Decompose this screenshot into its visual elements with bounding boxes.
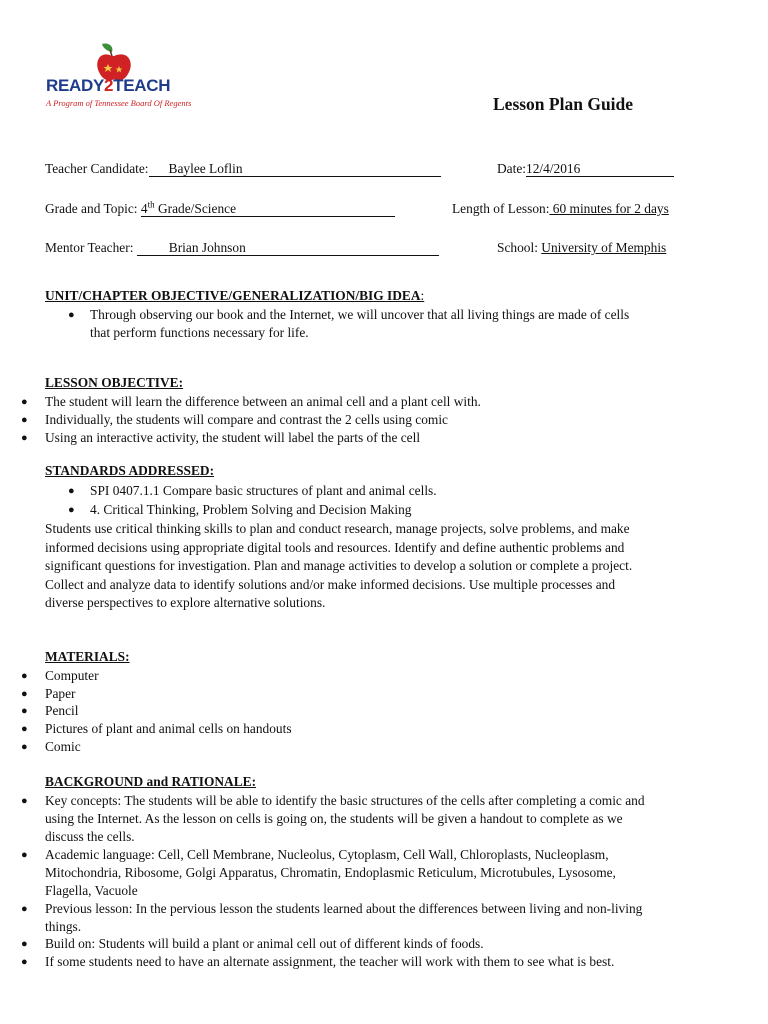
page-title: Lesson Plan Guide [493, 94, 634, 114]
grade-topic-field: Grade and Topic: 4th Grade/Science [45, 201, 395, 217]
teacher-candidate-field: Teacher Candidate: Baylee Loflin [45, 161, 441, 177]
lesson-objective-item: ● The student will learn the difference between an animal cell and a plant cell with. [21, 394, 481, 409]
length-of-lesson-value: 60 minutes for 2 days [549, 201, 669, 216]
date-field: Date:12/4/2016 [497, 161, 674, 177]
background-item: ● Previous lesson: In the pervious lesson the students learned about the differences between living and non-living things. [21, 901, 643, 934]
material-item: ● Pictures of plant and animal cells on handouts [21, 721, 292, 736]
ready2teach-logo [44, 42, 194, 117]
school-value: University of Memphis [541, 240, 667, 255]
standards-paragraph: Students use critical thinking skills to plan and conduct research, manage projects, solve problems, and make informed decisions using appropriate digital tools and resources. Identify and define authentic problems and significant questions for investigation. Plan and manage activities to develop a solution or complete a project. Collect and analyze data to identify solutions and/or make informed decisions. Use multiple processes and diverse perspectives to explore alternative solutions. [45, 521, 633, 611]
background-heading: BACKGROUND and RATIONALE: [45, 774, 257, 789]
teacher-candidate-value: Baylee Loflin [149, 162, 441, 177]
logo-tagline: A Program of Tennessee Board Of Regents [46, 98, 192, 108]
mentor-teacher-value: Brian Johnson [137, 241, 439, 256]
date-value: 12/4/2016 [526, 162, 674, 177]
standards-heading: STANDARDS ADDRESSED: [45, 463, 215, 478]
standard-item: ● 4. Critical Thinking, Problem Solving and Decision Making [68, 502, 412, 517]
standard-item: ● SPI 0407.1.1 Compare basic structures of plant and animal cells. [68, 483, 437, 498]
material-item: ● Comic [21, 739, 81, 754]
materials-heading: MATERIALS: [45, 649, 130, 664]
unit-objective-bullet: ● Through observing our book and the Internet, we will uncover that all living things are made of cells that perform functions necessary for life. [68, 307, 630, 340]
unit-objective-heading: UNIT/CHAPTER OBJECTIVE/GENERALIZATION/BIG IDEA: [45, 288, 425, 303]
material-item: ● Computer [21, 668, 99, 683]
school-field: School: University of Memphis [497, 240, 667, 255]
background-item: ● Build on: Students will build a plant or animal cell out of different kinds of foods. [21, 936, 484, 951]
length-of-lesson-field: Length of Lesson: 60 minutes for 2 days [452, 201, 669, 216]
material-item: ● Paper [21, 686, 76, 701]
material-item: ● Pencil [21, 703, 79, 718]
background-item: ● Academic language: Cell, Cell Membrane, Nucleolus, Cytoplasm, Cell Wall, Chloroplasts, Nucleoplasm, Mitochondria, Ribosome, Golgi Apparatus, Chromatin, Endoplasmic Reticulum, Microtubules, Lysosome, Flagella, Vacuole [21, 847, 616, 898]
background-item: ● If some students need to have an alternate assignment, the teacher will work with them to see what is best. [21, 954, 615, 969]
grade-topic-value: 4th Grade/Science [141, 202, 395, 217]
mentor-teacher-field: Mentor Teacher: Brian Johnson [45, 240, 439, 256]
lesson-objective-heading: LESSON OBJECTIVE: [45, 375, 184, 390]
lesson-objective-item: ● Using an interactive activity, the student will label the parts of the cell [21, 430, 421, 445]
lesson-objective-item: ● Individually, the students will compare and contrast the 2 cells using comic [21, 412, 448, 427]
background-item: ● Key concepts: The students will be able to identify the basic structures of the cells after completing a comic and using the Internet. As the lesson on cells is going on, the students will be given a handout to complete as we discuss the cells. [21, 793, 645, 844]
logo-wordmark: READY2TEACH [46, 76, 171, 95]
